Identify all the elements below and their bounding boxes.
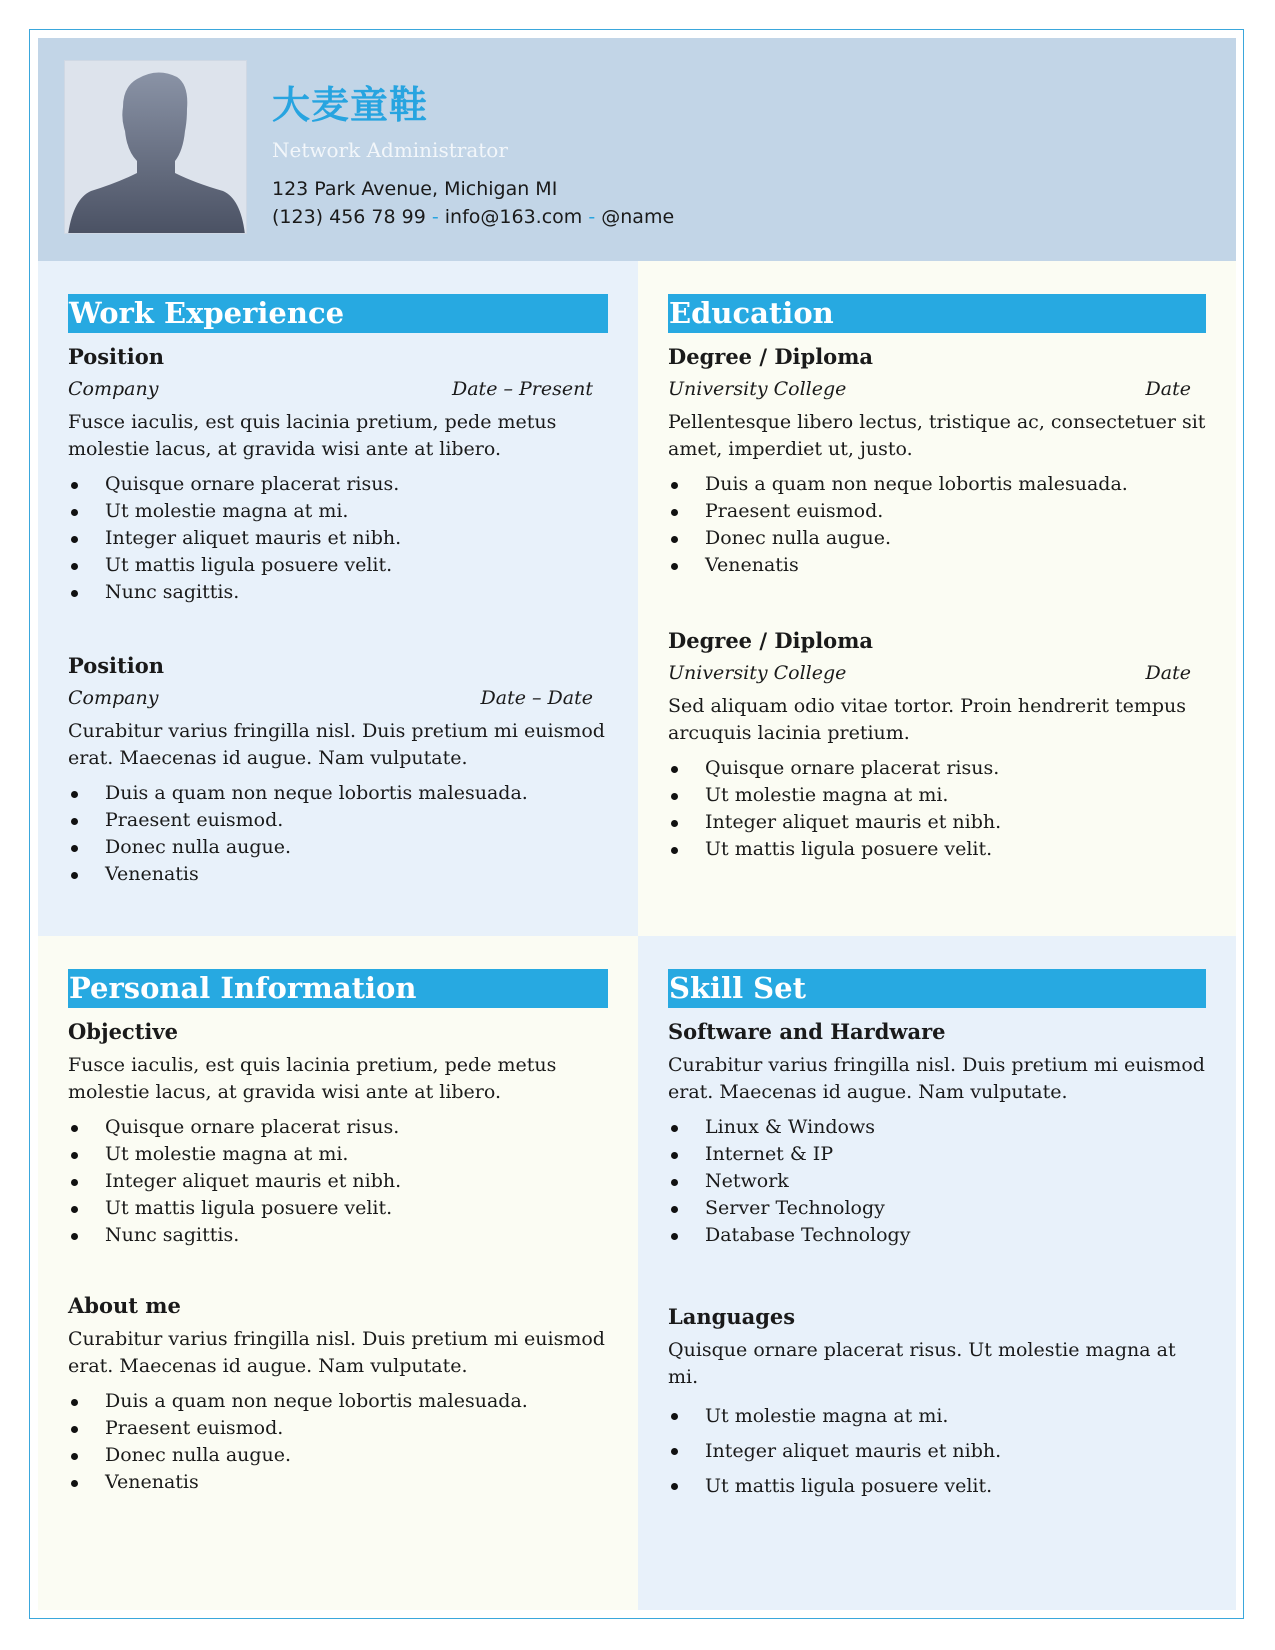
- bullet-list: [68, 1114, 608, 1249]
- list-item: Ut molestie magna at mi.: [68, 1141, 608, 1168]
- section-heading: Education: [668, 294, 1206, 333]
- work-experience-section: [38, 261, 638, 936]
- bullet-icon: [671, 793, 678, 800]
- bullet-icon: [671, 1206, 678, 1213]
- list-item: Integer aliquet mauris et nibh.: [68, 1168, 608, 1195]
- separator: -: [588, 206, 596, 228]
- bullet-icon: [671, 1233, 678, 1240]
- description: Sed aliquam odio vitae tortor. Proin hendrerit tempus arcuquis lacinia pretium.: [668, 695, 1186, 744]
- company: Company: [68, 378, 159, 400]
- bullet-icon: [71, 818, 78, 825]
- description: Fusce iaculis, est quis lacinia pretium, pede metus molestie lacus, at gravida wisi ante at libero.: [68, 411, 557, 460]
- bullet-icon: [71, 482, 78, 489]
- header: [38, 38, 1236, 261]
- degree-title: Degree / Diploma: [668, 344, 874, 369]
- list-item: Praesent euismod.: [68, 807, 608, 834]
- list-item: Duis a quam non neque lobortis malesuada.: [68, 780, 608, 807]
- list-item: Quisque ornare placerat risus.: [68, 471, 608, 498]
- about-title: About me: [68, 1293, 181, 1318]
- email-link[interactable]: info@163.com: [444, 206, 583, 228]
- bullet-icon: [71, 791, 78, 798]
- bullet-icon: [71, 1152, 78, 1159]
- bullet-list: [668, 755, 1206, 863]
- separator: -: [431, 206, 439, 228]
- bullet-icon: [671, 1152, 678, 1159]
- bullet-icon: [671, 820, 678, 827]
- bullet-icon: [671, 1448, 678, 1455]
- section-heading: Personal Information: [68, 969, 608, 1008]
- position-title: Position: [68, 344, 164, 369]
- bullet-list: [668, 1399, 1206, 1504]
- social-handle[interactable]: @name: [601, 206, 675, 228]
- phone: (123) 456 78 99: [272, 206, 426, 228]
- bullet-list: [68, 471, 608, 606]
- list-item: Nunc sagittis.: [68, 1222, 608, 1249]
- description: Pellentesque libero lectus, tristique ac, consectetuer sit amet, imperdiet ut, justo.: [668, 411, 1206, 460]
- list-item: Duis a quam non neque lobortis malesuada.: [668, 471, 1206, 498]
- bullet-icon: [71, 1453, 78, 1460]
- list-item: Ut mattis ligula posuere velit.: [68, 552, 608, 579]
- bullet-list: [68, 1388, 608, 1496]
- date: Date: [1145, 662, 1191, 684]
- bullet-list: [668, 1114, 1206, 1249]
- bullet-icon: [71, 1179, 78, 1186]
- list-item: Ut mattis ligula posuere velit.: [668, 836, 1206, 863]
- list-item: Database Technology: [668, 1222, 1206, 1249]
- list-item: Venenatis: [68, 1469, 608, 1496]
- bullet-icon: [71, 1233, 78, 1240]
- list-item: Internet & IP: [668, 1141, 1206, 1168]
- bullet-icon: [71, 872, 78, 879]
- list-item: Venenatis: [668, 552, 1206, 579]
- bullet-icon: [671, 766, 678, 773]
- list-item: Venenatis: [68, 861, 608, 888]
- bullet-icon: [671, 509, 678, 516]
- bullet-icon: [671, 1125, 678, 1132]
- description: Curabitur varius fringilla nisl. Duis pretium mi euismod erat. Maecenas id augue. Nam vulputate.: [68, 1328, 605, 1377]
- list-item: Praesent euismod.: [68, 1415, 608, 1442]
- list-item: Donec nulla augue.: [68, 1442, 608, 1469]
- objective-title: Objective: [68, 1019, 178, 1044]
- school: University College: [668, 662, 847, 684]
- bullet-icon: [71, 1480, 78, 1487]
- bullet-icon: [671, 847, 678, 854]
- list-item: Ut mattis ligula posuere velit.: [68, 1195, 608, 1222]
- bullet-icon: [671, 536, 678, 543]
- company-date-row: [68, 684, 608, 712]
- list-item: Server Technology: [668, 1195, 1206, 1222]
- position-title: Position: [68, 653, 164, 678]
- list-item: Praesent euismod.: [668, 498, 1206, 525]
- list-item: Network: [668, 1168, 1206, 1195]
- date: Date: [1145, 378, 1191, 400]
- school: University College: [668, 378, 847, 400]
- list-item: Nunc sagittis.: [68, 579, 608, 606]
- list-item: Donec nulla augue.: [68, 834, 608, 861]
- company-date-row: [68, 375, 608, 403]
- list-item: Integer aliquet mauris et nibh.: [68, 525, 608, 552]
- person-silhouette-icon: [65, 61, 247, 234]
- bullet-icon: [71, 536, 78, 543]
- bullet-icon: [71, 590, 78, 597]
- list-item: Integer aliquet mauris et nibh.: [668, 809, 1206, 836]
- list-item: Donec nulla augue.: [668, 525, 1206, 552]
- list-item: Ut mattis ligula posuere velit.: [668, 1469, 1206, 1504]
- list-item: Ut molestie magna at mi.: [68, 498, 608, 525]
- description: Quisque ornare placerat risus. Ut molestie magna at mi.: [668, 1339, 1176, 1388]
- description: Curabitur varius fringilla nisl. Duis pretium mi euismod erat. Maecenas id augue. Nam vulputate.: [668, 1054, 1205, 1103]
- list-item: Ut molestie magna at mi.: [668, 782, 1206, 809]
- bullet-icon: [71, 1206, 78, 1213]
- bullet-icon: [671, 482, 678, 489]
- date-range: Date – Present: [452, 378, 593, 400]
- bullet-list: [668, 471, 1206, 579]
- bullet-icon: [71, 845, 78, 852]
- bullet-icon: [71, 1125, 78, 1132]
- list-item: Linux & Windows: [668, 1114, 1206, 1141]
- list-item: Integer aliquet mauris et nibh.: [668, 1434, 1206, 1469]
- bullet-list: [68, 780, 608, 888]
- description: Fusce iaculis, est quis lacinia pretium, pede metus molestie lacus, at gravida wisi ante at libero.: [68, 1054, 557, 1103]
- date-range: Date – Date: [480, 687, 593, 709]
- bullet-icon: [71, 509, 78, 516]
- bullet-icon: [671, 1179, 678, 1186]
- description: Curabitur varius fringilla nisl. Duis pretium mi euismod erat. Maecenas id augue. Nam vulputate.: [68, 720, 605, 769]
- list-item: Ut molestie magna at mi.: [668, 1399, 1206, 1434]
- list-item: Duis a quam non neque lobortis malesuada.: [68, 1388, 608, 1415]
- skill-set-section: [638, 936, 1236, 1610]
- bullet-icon: [71, 563, 78, 570]
- contact-line: [272, 206, 674, 228]
- section-heading: Work Experience: [68, 294, 608, 333]
- personal-information-section: [38, 936, 638, 1610]
- bullet-icon: [71, 1399, 78, 1406]
- section-heading: Skill Set: [668, 969, 1206, 1008]
- address: 123 Park Avenue, Michigan MI: [272, 178, 558, 200]
- company: Company: [68, 687, 159, 709]
- software-title: Software and Hardware: [668, 1019, 946, 1044]
- avatar-placeholder: [64, 60, 247, 234]
- school-date-row: [668, 375, 1206, 403]
- bullet-icon: [71, 1426, 78, 1433]
- degree-title: Degree / Diploma: [668, 628, 874, 653]
- bullet-icon: [671, 1483, 678, 1490]
- candidate-name: 大麦童鞋: [272, 83, 429, 127]
- bullet-icon: [671, 563, 678, 570]
- school-date-row: [668, 659, 1206, 687]
- job-title: Network Administrator: [272, 138, 508, 162]
- languages-title: Languages: [668, 1304, 796, 1329]
- bullet-icon: [671, 1413, 678, 1420]
- list-item: Quisque ornare placerat risus.: [668, 755, 1206, 782]
- list-item: Quisque ornare placerat risus.: [68, 1114, 608, 1141]
- education-section: [638, 261, 1236, 936]
